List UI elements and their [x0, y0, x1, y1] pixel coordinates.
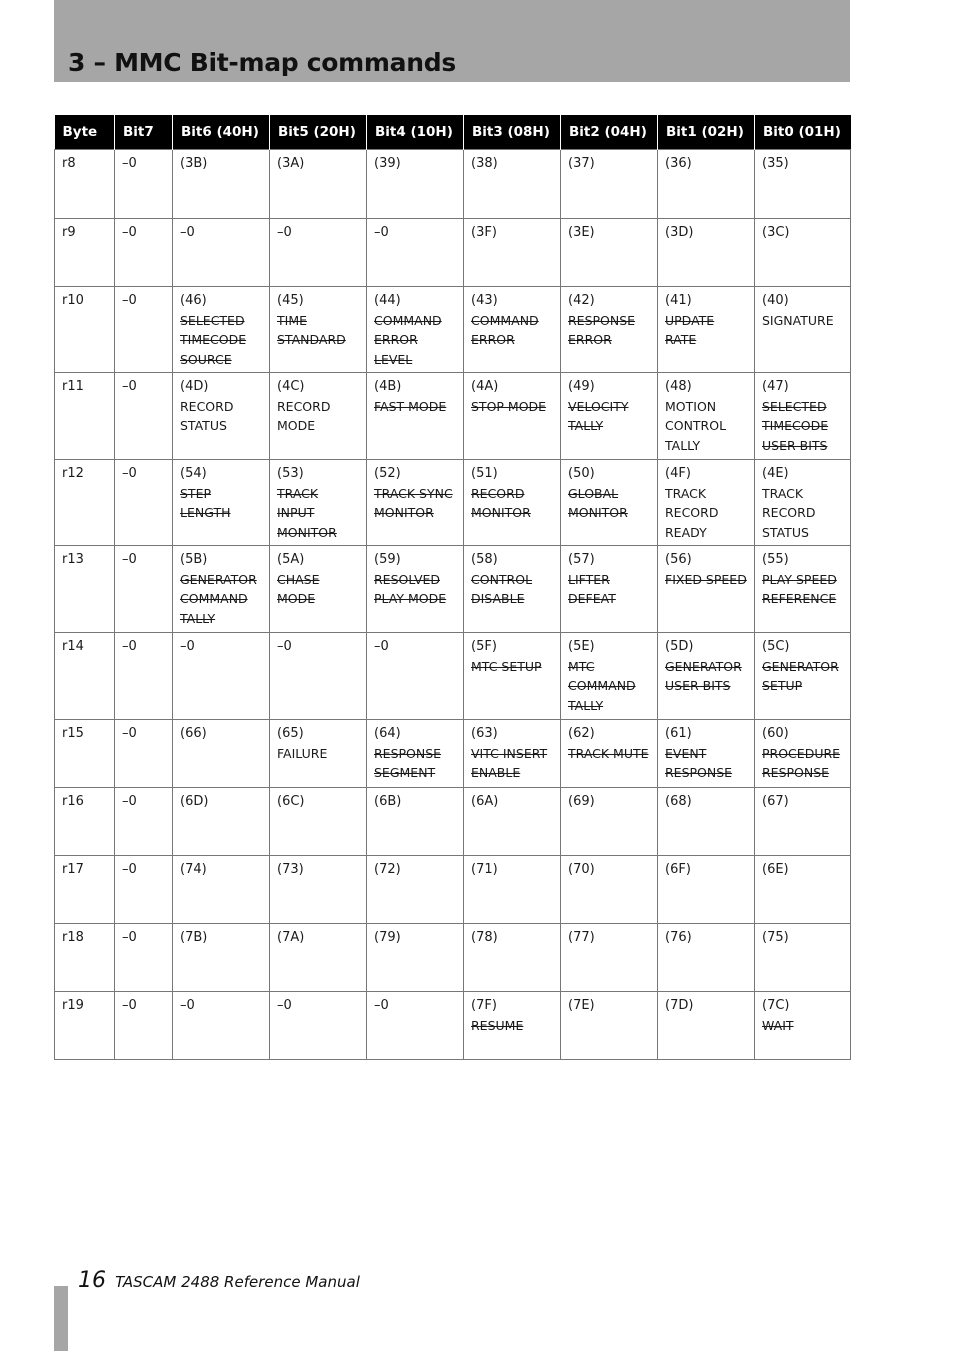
- bit-cell: [367, 856, 464, 924]
- bit-cell: [173, 720, 270, 788]
- command-code: (73): [277, 862, 304, 877]
- unsupported-command-name: SELECTED TIMECODE SOURCE: [180, 312, 247, 367]
- bit-cell: [115, 287, 173, 373]
- command-code: (4C): [277, 379, 305, 394]
- bit-cell: [367, 633, 464, 720]
- mmc-bitmap-table: [54, 115, 851, 1060]
- column-header: Bit1 (02H): [658, 115, 755, 150]
- command-code: (71): [471, 862, 498, 877]
- byte-cell: r11: [55, 373, 115, 460]
- command-code: (42): [568, 293, 595, 308]
- section-title: 3 – MMC Bit-map commands: [68, 48, 456, 77]
- unsupported-command-name: PROCEDURE RESPONSE: [762, 745, 841, 780]
- unsupported-command-name: TRACK SYNC MONITOR: [374, 485, 453, 520]
- bit-cell: [755, 856, 851, 924]
- command-code: (47): [762, 379, 789, 394]
- command-code: (59): [374, 552, 401, 567]
- bit-cell: [755, 287, 851, 373]
- unsupported-command-name: WAIT: [762, 1017, 794, 1033]
- command-code: (6D): [180, 794, 209, 809]
- page-number: 16: [78, 1268, 106, 1293]
- command-code: –0: [180, 225, 195, 240]
- command-code: (62): [568, 726, 595, 741]
- command-code: –0: [374, 225, 389, 240]
- bit-cell: [270, 460, 367, 546]
- command-code: –0: [122, 862, 137, 877]
- byte-cell: r14: [55, 633, 115, 720]
- column-header: Bit2 (04H): [561, 115, 658, 150]
- bit-cell: [755, 150, 851, 219]
- bit-cell: [367, 992, 464, 1060]
- command-code: (4F): [665, 466, 691, 481]
- unsupported-command-name: GENERATOR SETUP: [762, 658, 839, 693]
- command-code: (78): [471, 930, 498, 945]
- command-code: –0: [374, 998, 389, 1013]
- command-name: MOTION CONTROL TALLY: [665, 398, 727, 453]
- bit-cell: [115, 924, 173, 992]
- command-code: (35): [762, 156, 789, 171]
- table-body: [55, 150, 851, 1060]
- bit-cell: [115, 546, 173, 633]
- byte-cell: r8: [55, 150, 115, 219]
- command-code: (67): [762, 794, 789, 809]
- byte-cell: r13: [55, 546, 115, 633]
- bit-cell: [755, 992, 851, 1060]
- byte-cell: r16: [55, 788, 115, 856]
- command-code: (54): [180, 466, 207, 481]
- bit-cell: [464, 992, 561, 1060]
- unsupported-command-name: VELOCITY TALLY: [568, 398, 629, 433]
- command-code: (4A): [471, 379, 499, 394]
- footer-bar: [54, 1286, 68, 1351]
- bit-cell: [270, 856, 367, 924]
- column-header: Bit5 (20H): [270, 115, 367, 150]
- byte-cell: r18: [55, 924, 115, 992]
- unsupported-command-name: COMMAND ERROR: [471, 312, 539, 347]
- bit-cell: [115, 992, 173, 1060]
- table-row: [55, 788, 851, 856]
- bit-cell: [658, 924, 755, 992]
- unsupported-command-name: PLAY SPEED REFERENCE: [762, 571, 837, 606]
- command-code: (56): [665, 552, 692, 567]
- byte-cell: r10: [55, 287, 115, 373]
- command-code: (50): [568, 466, 595, 481]
- bit-cell: [270, 546, 367, 633]
- unsupported-command-name: SELECTED TIMECODE USER BITS: [762, 398, 829, 453]
- bit-cell: [658, 633, 755, 720]
- table-header-row: [55, 115, 851, 150]
- command-code: (64): [374, 726, 401, 741]
- command-code: (5D): [665, 639, 694, 654]
- bit-cell: [367, 788, 464, 856]
- command-code: (6C): [277, 794, 305, 809]
- command-code: –0: [180, 998, 195, 1013]
- bit-cell: [270, 150, 367, 219]
- command-code: (40): [762, 293, 789, 308]
- command-code: –0: [277, 225, 292, 240]
- bit-cell: [561, 287, 658, 373]
- bit-cell: [173, 633, 270, 720]
- command-code: (39): [374, 156, 401, 171]
- page-footer: [78, 1268, 360, 1293]
- unsupported-command-name: LIFTER DEFEAT: [568, 571, 616, 606]
- bit-cell: [173, 546, 270, 633]
- bit-cell: [658, 219, 755, 287]
- bit-cell: [658, 287, 755, 373]
- command-code: (6E): [762, 862, 789, 877]
- command-code: (44): [374, 293, 401, 308]
- command-code: (45): [277, 293, 304, 308]
- column-header: Bit4 (10H): [367, 115, 464, 150]
- command-code: (49): [568, 379, 595, 394]
- byte-cell: r9: [55, 219, 115, 287]
- command-code: (4B): [374, 379, 402, 394]
- command-code: (43): [471, 293, 498, 308]
- bit-cell: [367, 150, 464, 219]
- bit-cell: [115, 788, 173, 856]
- bit-cell: [173, 924, 270, 992]
- bit-cell: [561, 546, 658, 633]
- bit-cell: [270, 633, 367, 720]
- bit-cell: [367, 546, 464, 633]
- command-code: –0: [122, 552, 137, 567]
- bit-cell: [658, 460, 755, 546]
- command-code: (3E): [568, 225, 595, 240]
- command-code: (60): [762, 726, 789, 741]
- command-code: –0: [122, 466, 137, 481]
- table-row: [55, 720, 851, 788]
- command-code: (53): [277, 466, 304, 481]
- command-code: (65): [277, 726, 304, 741]
- bit-cell: [658, 720, 755, 788]
- command-code: (52): [374, 466, 401, 481]
- unsupported-command-name: RESPONSE SEGMENT: [374, 745, 442, 780]
- unsupported-command-name: EVENT RESPONSE: [665, 745, 733, 780]
- column-header: Bit3 (08H): [464, 115, 561, 150]
- command-name: SIGNATURE: [762, 312, 834, 328]
- table-row: [55, 219, 851, 287]
- command-code: –0: [277, 639, 292, 654]
- command-code: (77): [568, 930, 595, 945]
- bit-cell: [270, 992, 367, 1060]
- bit-cell: [115, 460, 173, 546]
- bit-cell: [755, 924, 851, 992]
- command-code: –0: [122, 639, 137, 654]
- command-code: –0: [122, 998, 137, 1013]
- bit-cell: [270, 373, 367, 460]
- command-code: –0: [122, 293, 137, 308]
- unsupported-command-name: VITC INSERT ENABLE: [471, 745, 548, 780]
- bit-cell: [115, 150, 173, 219]
- command-code: (69): [568, 794, 595, 809]
- command-code: (3A): [277, 156, 305, 171]
- bit-cell: [464, 788, 561, 856]
- command-code: (41): [665, 293, 692, 308]
- command-code: (36): [665, 156, 692, 171]
- bit-cell: [755, 373, 851, 460]
- unsupported-command-name: CONTROL DISABLE: [471, 571, 533, 606]
- command-code: (3F): [471, 225, 497, 240]
- byte-cell: r15: [55, 720, 115, 788]
- byte-cell: r19: [55, 992, 115, 1060]
- bit-cell: [367, 219, 464, 287]
- bit-cell: [755, 633, 851, 720]
- command-code: (68): [665, 794, 692, 809]
- column-header: Byte: [55, 115, 115, 150]
- unsupported-command-name: CHASE MODE: [277, 571, 320, 606]
- command-code: (55): [762, 552, 789, 567]
- unsupported-command-name: FIXED SPEED: [665, 571, 747, 587]
- bit-cell: [464, 373, 561, 460]
- command-code: –0: [122, 726, 137, 741]
- bit-cell: [464, 856, 561, 924]
- bit-cell: [755, 546, 851, 633]
- command-name: TRACK RECORD READY: [665, 485, 719, 540]
- bit-cell: [115, 633, 173, 720]
- bit-cell: [173, 287, 270, 373]
- bit-cell: [561, 788, 658, 856]
- unsupported-command-name: GENERATOR USER BITS: [665, 658, 742, 693]
- command-code: (6F): [665, 862, 691, 877]
- command-code: (75): [762, 930, 789, 945]
- bit-cell: [115, 219, 173, 287]
- bit-cell: [367, 720, 464, 788]
- command-code: (5B): [180, 552, 208, 567]
- table-row: [55, 287, 851, 373]
- command-code: (63): [471, 726, 498, 741]
- command-code: (4E): [762, 466, 789, 481]
- command-code: –0: [122, 225, 137, 240]
- bit-cell: [367, 373, 464, 460]
- command-code: (7F): [471, 998, 497, 1013]
- unsupported-command-name: COMMAND ERROR LEVEL: [374, 312, 442, 367]
- unsupported-command-name: UPDATE RATE: [665, 312, 715, 347]
- bit-cell: [115, 373, 173, 460]
- command-code: (38): [471, 156, 498, 171]
- bit-cell: [464, 633, 561, 720]
- bit-cell: [561, 856, 658, 924]
- bit-cell: [367, 924, 464, 992]
- bit-cell: [561, 460, 658, 546]
- bit-cell: [173, 150, 270, 219]
- command-name: RECORD STATUS: [180, 398, 234, 433]
- command-name: RECORD MODE: [277, 398, 331, 433]
- command-code: (37): [568, 156, 595, 171]
- command-code: (66): [180, 726, 207, 741]
- command-code: (3C): [762, 225, 790, 240]
- command-code: (6B): [374, 794, 402, 809]
- table-row: [55, 373, 851, 460]
- command-code: (7C): [762, 998, 790, 1013]
- command-code: (70): [568, 862, 595, 877]
- bit-cell: [658, 992, 755, 1060]
- bit-cell: [658, 856, 755, 924]
- bit-cell: [464, 720, 561, 788]
- unsupported-command-name: RESPONSE ERROR: [568, 312, 636, 347]
- unsupported-command-name: MTC SETUP: [471, 658, 542, 674]
- command-code: (3D): [665, 225, 694, 240]
- command-code: (46): [180, 293, 207, 308]
- command-code: (5A): [277, 552, 305, 567]
- command-code: (6A): [471, 794, 499, 809]
- bit-cell: [464, 287, 561, 373]
- table-row: [55, 460, 851, 546]
- column-header: Bit7: [115, 115, 173, 150]
- bit-cell: [561, 924, 658, 992]
- unsupported-command-name: GENERATOR COMMAND TALLY: [180, 571, 257, 626]
- table-row: [55, 633, 851, 720]
- bit-cell: [658, 150, 755, 219]
- command-code: (5C): [762, 639, 790, 654]
- table-row: [55, 856, 851, 924]
- bit-cell: [115, 720, 173, 788]
- bit-cell: [755, 219, 851, 287]
- bit-cell: [464, 924, 561, 992]
- column-header: Bit6 (40H): [173, 115, 270, 150]
- command-code: (51): [471, 466, 498, 481]
- command-code: –0: [122, 379, 137, 394]
- command-code: (4D): [180, 379, 209, 394]
- bit-cell: [270, 924, 367, 992]
- command-code: (79): [374, 930, 401, 945]
- unsupported-command-name: STEP LENGTH: [180, 485, 231, 520]
- command-code: (5E): [568, 639, 595, 654]
- command-code: (7A): [277, 930, 305, 945]
- command-code: –0: [122, 930, 137, 945]
- bit-cell: [561, 992, 658, 1060]
- command-code: (48): [665, 379, 692, 394]
- unsupported-command-name: TIME STANDARD: [277, 312, 346, 347]
- bit-cell: [658, 546, 755, 633]
- command-code: (7E): [568, 998, 595, 1013]
- bit-cell: [464, 460, 561, 546]
- command-code: (3B): [180, 156, 208, 171]
- bit-cell: [755, 788, 851, 856]
- command-code: (7D): [665, 998, 694, 1013]
- bit-cell: [755, 720, 851, 788]
- unsupported-command-name: STOP MODE: [471, 398, 547, 414]
- bit-cell: [464, 219, 561, 287]
- table-row: [55, 150, 851, 219]
- unsupported-command-name: TRACK INPUT MONITOR: [277, 485, 337, 540]
- command-name: TRACK RECORD STATUS: [762, 485, 816, 540]
- command-code: (76): [665, 930, 692, 945]
- unsupported-command-name: RECORD MONITOR: [471, 485, 531, 520]
- bit-cell: [173, 460, 270, 546]
- command-code: (58): [471, 552, 498, 567]
- bit-cell: [658, 788, 755, 856]
- bit-cell: [115, 856, 173, 924]
- bit-cell: [270, 720, 367, 788]
- bit-cell: [173, 856, 270, 924]
- bit-cell: [173, 219, 270, 287]
- table-row: [55, 546, 851, 633]
- command-code: (61): [665, 726, 692, 741]
- bit-cell: [270, 788, 367, 856]
- command-code: –0: [277, 998, 292, 1013]
- command-code: (5F): [471, 639, 497, 654]
- command-code: –0: [122, 156, 137, 171]
- bit-cell: [658, 373, 755, 460]
- byte-cell: r17: [55, 856, 115, 924]
- bit-cell: [561, 219, 658, 287]
- command-code: (74): [180, 862, 207, 877]
- bit-cell: [464, 546, 561, 633]
- bit-cell: [561, 633, 658, 720]
- unsupported-command-name: RESOLVED PLAY MODE: [374, 571, 447, 606]
- unsupported-command-name: GLOBAL MONITOR: [568, 485, 628, 520]
- bit-cell: [561, 373, 658, 460]
- unsupported-command-name: MTC COMMAND TALLY: [568, 658, 636, 713]
- unsupported-command-name: TRACK MUTE: [568, 745, 649, 761]
- command-code: –0: [122, 794, 137, 809]
- command-code: –0: [374, 639, 389, 654]
- command-code: (7B): [180, 930, 208, 945]
- command-code: –0: [180, 639, 195, 654]
- byte-cell: r12: [55, 460, 115, 546]
- column-header: Bit0 (01H): [755, 115, 851, 150]
- table-row: [55, 992, 851, 1060]
- command-code: (72): [374, 862, 401, 877]
- bit-cell: [755, 460, 851, 546]
- command-name: FAILURE: [277, 745, 328, 761]
- unsupported-command-name: FAST MODE: [374, 398, 447, 414]
- command-code: (57): [568, 552, 595, 567]
- bit-cell: [173, 373, 270, 460]
- manual-title: TASCAM 2488 Reference Manual: [115, 1273, 360, 1291]
- table-row: [55, 924, 851, 992]
- bit-cell: [270, 287, 367, 373]
- bit-cell: [464, 150, 561, 219]
- unsupported-command-name: RESUME: [471, 1017, 524, 1033]
- bit-cell: [270, 219, 367, 287]
- bit-cell: [561, 150, 658, 219]
- bit-cell: [173, 992, 270, 1060]
- bit-cell: [173, 788, 270, 856]
- bit-cell: [367, 287, 464, 373]
- bit-cell: [367, 460, 464, 546]
- bit-cell: [561, 720, 658, 788]
